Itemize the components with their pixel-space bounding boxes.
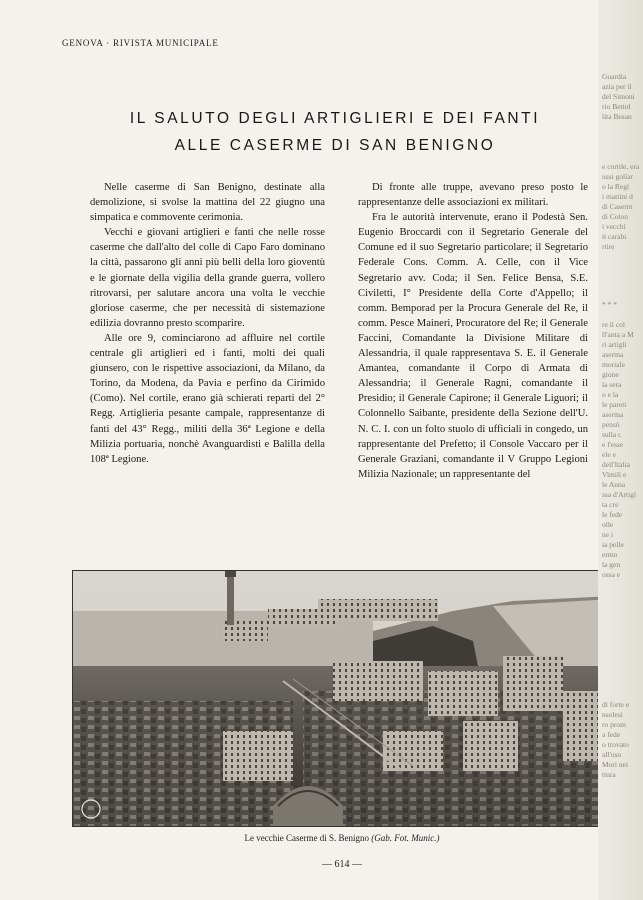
bleed-text-line: a fede <box>602 730 621 739</box>
bleed-text-line: le Anna <box>602 480 626 489</box>
bleed-text-line: gione <box>602 370 619 379</box>
bleed-text-line: Guardia <box>602 72 627 81</box>
bleed-text-line: di Colon <box>602 212 629 221</box>
bleed-text-line: rio Bettol <box>602 102 631 111</box>
bleed-text-line: la gen <box>602 560 621 569</box>
bleed-text-line: lita Besan <box>602 112 632 121</box>
bleed-text-line: le pareti <box>602 400 627 409</box>
bleed-text-line: di Caserm <box>602 202 633 211</box>
bleed-text-line: ia pelle <box>602 540 624 549</box>
page-number: — 614 — <box>322 859 362 870</box>
running-head: GENOVA · RIVISTA MUNICIPALE <box>62 38 219 48</box>
bleed-text-line: azia per il <box>602 82 632 91</box>
paragraph: Nelle caserme di San Benigno, destinate alla demolizione, si svolse la mattina del 22 giugno una simpatica e commovente cerimonia. <box>90 182 325 224</box>
bleed-text-line: ri artigli <box>602 340 627 349</box>
bleed-text-line: dell'Italia <box>602 460 631 469</box>
bleed-text-line: ussi goliar <box>602 172 634 181</box>
paragraph: Fra le autorità intervenute, erano il Podestà Sen. Eugenio Broccardi con il Segretario Generale del Comune ed il suo Segretario particolare; il Segretario Federale Cons. Comm. A. Celle, con il Vice Segretario avv. Coda; il Sen. Felice Bensa, S.E. Civiletti, I° Presidente della Corte d'Appello; il comm. Bemporad per la Procura Generale del Re, il comm. Pesce Maineri, Procuratore del Re; il Generale Faccini, Comandante la Divisione Militare di Alessandria, il quale rappresentava S. E. il Generale Amantea, comandante il Corpo di Armata di Alessandria; il Generale Ragni, comandante il Presidio; il Generale Capirone; il Generale Liguori; il Colonnello Saibante, presidente della Sezione dell'U. N. C. I. con un folto stuolo di ufficiali in congedo, un rappresentante del Prefetto; il Console Vaccaro per il Generale Graziani, comandante il V Gruppo Legioni Milizia Nazionale; un rappresentante del <box>358 212 588 480</box>
bleed-text-line: o la Regi <box>602 182 630 191</box>
bleed-text-line: all'uso <box>602 750 622 759</box>
bleed-text-line: olle <box>602 520 614 529</box>
bleed-text-line: ele e <box>602 450 616 459</box>
bleed-text-line: re il col <box>602 320 625 329</box>
paragraph: Alle ore 9, cominciarono ad affluire nel cortile centrale gli artiglieri ed i fanti, molti dei quali giunsero, con le rispettive associazioni, da Milano, da Torino, da Modena, da Pavia e perfino da Cirimido (Como). Nel cortile, erano già schierati reparti del 2° Regg. Artiglieria pesante campale, rappresentanze di fanti del 43° Regg., militi della 36ª Legione e della Milizia portuaria, nonchè Avanguardisti e Balilla della 108ª Legione. <box>90 332 325 465</box>
bleed-text-line: ttura <box>602 770 616 779</box>
photo-illustration <box>73 571 613 826</box>
article-title-line-2: ALLE CASERME DI SAN BENIGNO <box>174 137 496 154</box>
bleed-text-line: e l'esse <box>602 440 624 449</box>
bleed-text-line: ro prom <box>602 720 626 729</box>
bleed-text-line: ta cre <box>602 500 619 509</box>
bleed-text-line: ossa e <box>602 570 621 579</box>
bleed-text-line: ll'anta a M <box>602 330 634 339</box>
bleed-text-line: Mori nei <box>602 760 629 769</box>
text-column-right <box>358 180 588 482</box>
bleed-text-line: sulla c <box>602 430 622 439</box>
bleed-text-line: i vecchi <box>602 222 626 231</box>
caption-text: Le vecchie Caserme di S. Benigno <box>244 833 369 843</box>
photo-caption <box>72 833 612 843</box>
bleed-text-line: o trovato <box>602 740 629 749</box>
article-title-line-1: IL SALUTO DEGLI ARTIGLIERI E DEI FANTI <box>129 110 541 127</box>
bleed-text-line: ssa d'Artigl <box>602 490 637 499</box>
bleed-text-line: le fede <box>602 510 623 519</box>
bleed-text-line: aserma <box>602 410 624 419</box>
facing-page-bleed <box>598 0 643 900</box>
bleed-text-line: nsolesi <box>602 710 623 719</box>
bleed-text-line: it carabi <box>602 232 627 241</box>
photo-caserme-san-benigno <box>72 570 614 827</box>
bleed-text-line: la sera <box>602 380 622 389</box>
bleed-text-line: Vimili e <box>602 470 627 479</box>
paragraph: Vecchi e giovani artiglieri e fanti che nelle rosse caserme che dall'alto del colle di Capo Faro dominano la città, passarono gli anni più belli della loro gioventù e le giornate della vigilia della grande guerra, vollero ritrovarsi, per salutare ancora una volta le vecchie gloriose caserme, che per necessità di sistemazione edilizia dovranno presto scomparire. <box>90 227 325 329</box>
bleed-text-line: i mattini d <box>602 192 633 201</box>
caption-credit: (Gab. Fot. Munic.) <box>371 833 440 843</box>
paragraph: Di fronte alle truppe, avevano preso posto le rappresentanze delle associazioni ex militari. <box>358 182 588 209</box>
bleed-text-line: ermo <box>602 550 618 559</box>
bleed-text-line: e cortile, era <box>602 162 640 171</box>
bleed-text-line: o e la <box>602 390 619 399</box>
bleed-text-line: moriale <box>602 360 625 369</box>
bleed-text-line: di forte e <box>602 700 630 709</box>
bleed-text-line: ne i <box>602 530 614 539</box>
bleed-text-line: rtire <box>602 242 615 251</box>
bleed-text-line: aserma <box>602 350 624 359</box>
text-column-left <box>90 180 325 467</box>
bleed-text-line: * * * <box>602 300 617 309</box>
bleed-text-line: pensò <box>602 420 620 429</box>
bleed-text-line: del Simoni <box>602 92 635 101</box>
